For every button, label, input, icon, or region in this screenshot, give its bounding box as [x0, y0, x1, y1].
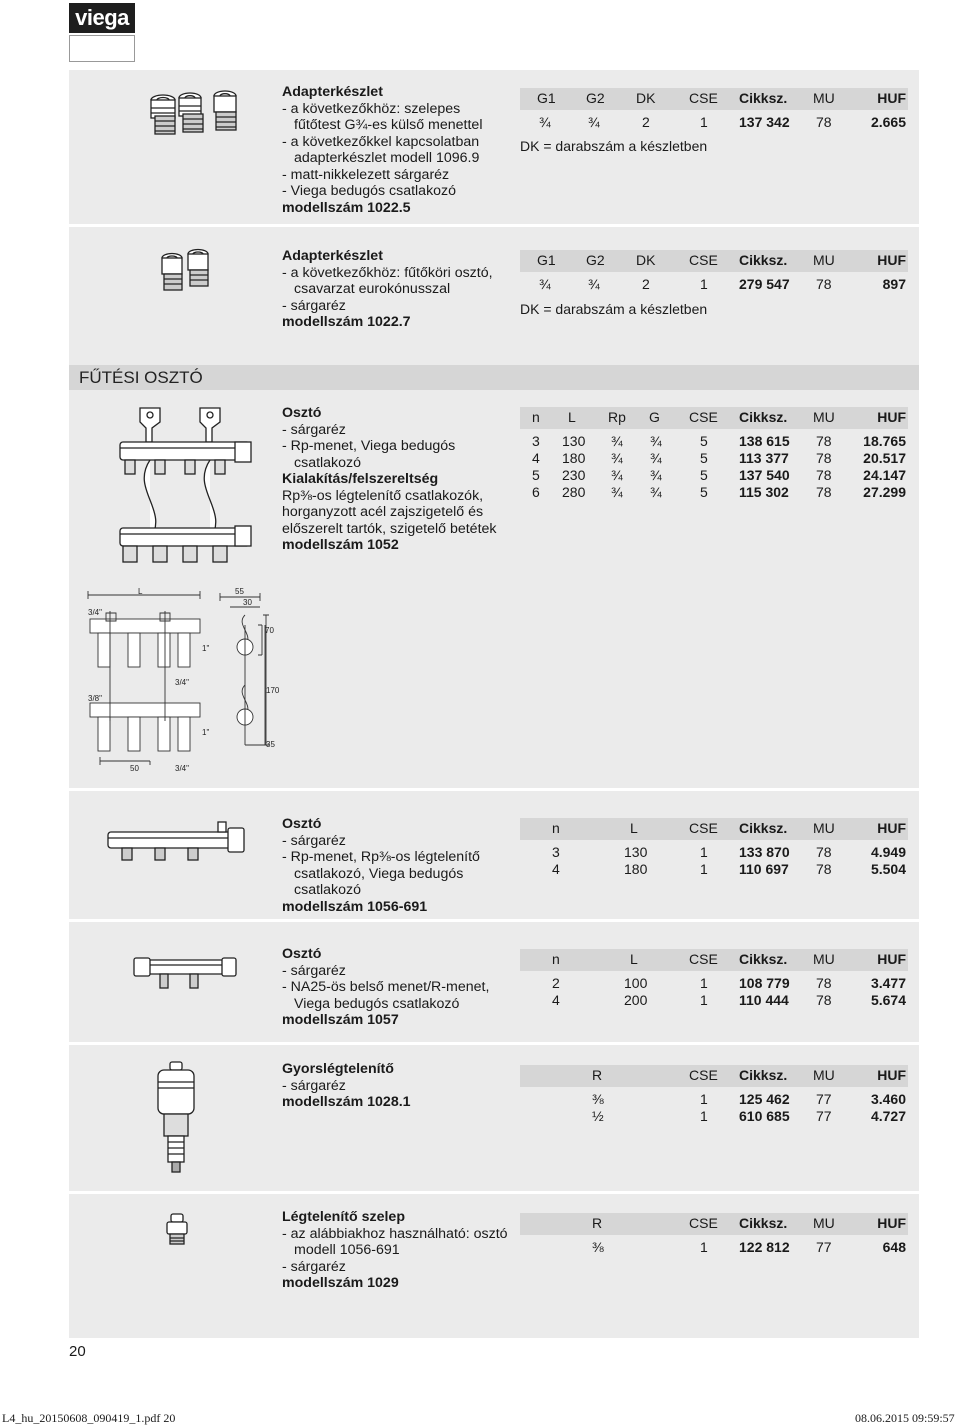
table-header [520, 250, 908, 272]
item-description [282, 1209, 508, 1292]
product-table [520, 88, 908, 131]
footer-timestamp: 08.06.2015 09:59:57 [855, 1411, 955, 1425]
table-cell: ¾ [650, 450, 662, 466]
desc-line: - matt-nikkelezett sárgaréz [282, 166, 450, 183]
table-cell: ¾ [539, 276, 551, 292]
desc-line: - sárgaréz [282, 297, 346, 314]
table-cell: ¾ [588, 114, 600, 130]
col-header: Cikksz. [739, 951, 788, 967]
col-header: CSE [689, 90, 718, 106]
col-header: G1 [537, 90, 556, 106]
manifold-image [130, 952, 240, 996]
col-header: Cikksz. [739, 1215, 788, 1231]
item-title: Adapterkészlet [282, 248, 383, 264]
table-cell: 3 [532, 433, 540, 449]
table-cell: 137 540 [739, 467, 790, 483]
table-cell: 4.727 [870, 1108, 906, 1124]
item-title: Osztó [282, 816, 322, 832]
col-header: MU [813, 951, 835, 967]
item-title: Adapterkészlet [282, 84, 383, 100]
desc-line: - NA25-ös belső menet/R-menet, [282, 979, 490, 995]
desc-line: csavarzat eurokónusszal [294, 281, 451, 297]
col-header: G2 [586, 90, 605, 106]
col-header: HUF [877, 820, 906, 836]
table-cell: ¾ [650, 467, 662, 483]
item-description [282, 1061, 411, 1111]
table-cell: ¾ [650, 484, 662, 500]
table-cell: ¾ [588, 276, 600, 292]
product-table [520, 250, 908, 293]
desc-line: - sárgaréz [282, 1077, 346, 1094]
table-cell: 130 [624, 844, 648, 860]
table-cell: ¾ [611, 433, 623, 449]
model-number: modellszám 1056-691 [282, 898, 428, 915]
product-table [520, 949, 908, 1009]
item-title: Osztó [282, 946, 322, 962]
item-description [282, 816, 480, 915]
table-row [520, 467, 908, 484]
desc-line: Viega bedugós csatlakozó [294, 995, 460, 1012]
divider [69, 919, 939, 922]
table-cell: 230 [562, 467, 586, 483]
table-cell: 5 [700, 484, 708, 500]
table-cell: 133 870 [739, 844, 790, 860]
adapter-set-image [152, 244, 222, 300]
col-header: MU [813, 409, 835, 425]
desc-subtitle: Kialakítás/felszereltség [282, 471, 439, 487]
table-cell: 1 [700, 1239, 708, 1255]
table-cell: 5 [700, 433, 708, 449]
adapter-set-image [145, 88, 250, 144]
viega-logo: viega [69, 3, 135, 33]
table-cell: 1 [700, 114, 708, 130]
divider [69, 1191, 939, 1194]
table-cell: 3 [552, 844, 560, 860]
table-header [520, 1213, 908, 1235]
table-cell: 2 [642, 276, 650, 292]
item-description [282, 84, 482, 216]
table-cell: 6 [532, 484, 540, 500]
dim-label: 3/4" [175, 678, 189, 687]
model-number: modellszám 1022.7 [282, 314, 411, 330]
col-header: HUF [877, 409, 906, 425]
product-table [520, 1213, 908, 1256]
item-title: Légtelenítő szelep [282, 1209, 405, 1225]
desc-line: - sárgaréz [282, 1258, 346, 1275]
dim-label: L [138, 587, 143, 596]
product-table [520, 818, 908, 878]
col-header: MU [813, 90, 835, 106]
table-cell: ⅜ [592, 1091, 604, 1107]
table-cell: 78 [816, 484, 832, 500]
table-cell: 113 377 [739, 450, 789, 466]
desc-line: - a következőkkel kapcsolatban [282, 133, 480, 150]
table-row [520, 1239, 908, 1256]
desc-line: - sárgaréz [282, 832, 346, 849]
table-cell: 2 [642, 114, 650, 130]
table-cell: ¾ [539, 114, 551, 130]
desc-line: csatlakozó [294, 454, 362, 471]
table-cell: 5.674 [870, 992, 906, 1008]
table-cell: 279 547 [739, 276, 790, 292]
table-cell: 897 [882, 276, 906, 292]
table-cell: ¾ [650, 433, 662, 449]
table-header [520, 949, 908, 971]
table-cell: 4 [532, 450, 540, 466]
col-header: HUF [877, 1067, 906, 1083]
table-cell: 1 [700, 1108, 708, 1124]
model-number: modellszám 1028.1 [282, 1094, 411, 1110]
table-cell: 5 [532, 467, 540, 483]
desc-line: csatlakozó [294, 882, 362, 898]
desc-line: - sárgaréz [282, 421, 346, 438]
table-header [520, 1065, 908, 1087]
table-cell: 78 [816, 276, 832, 292]
table-cell: 108 779 [739, 975, 790, 991]
item-description [282, 405, 497, 554]
table-header [520, 818, 908, 840]
table-cell: 100 [624, 975, 648, 991]
desc-line: - a következőkhöz: fűtőköri osztó, [282, 264, 493, 281]
col-header: HUF [877, 1215, 906, 1231]
table-row [520, 114, 908, 131]
table-cell: 1 [700, 844, 708, 860]
table-cell: 110 444 [739, 992, 789, 1008]
table-cell: 78 [816, 992, 832, 1008]
logo-frame [69, 35, 135, 62]
desc-line: - Viega bedugós csatlakozó [282, 183, 457, 199]
col-header: Cikksz. [739, 1067, 788, 1083]
divider [69, 1042, 939, 1045]
table-cell: 110 697 [739, 861, 789, 877]
vent-valve-image [163, 1212, 191, 1246]
col-header: CSE [689, 1067, 718, 1083]
col-header: DK [636, 90, 656, 106]
manifold-image [100, 820, 250, 868]
table-cell: ¾ [611, 450, 623, 466]
table-row [520, 1108, 908, 1125]
table-cell: 122 812 [739, 1239, 790, 1255]
desc-line: modell 1056-691 [294, 1242, 400, 1258]
footer-filename: L4_hu_20150608_090419_1.pdf 20 [2, 1411, 176, 1425]
table-cell: 125 462 [739, 1091, 790, 1107]
desc-line: csatlakozó, Viega bedugós [294, 865, 464, 882]
table-cell: 1 [700, 1091, 708, 1107]
table-cell: 78 [816, 861, 832, 877]
table-cell: 20.517 [863, 450, 906, 466]
item-title: Gyorslégtelenítő [282, 1061, 394, 1077]
table-cell: 280 [562, 484, 586, 500]
air-vent-image [150, 1058, 210, 1176]
col-header: CSE [689, 252, 718, 268]
col-header: HUF [877, 252, 906, 268]
table-row [520, 861, 908, 878]
table-cell: 78 [816, 450, 832, 466]
table-cell: ¾ [611, 467, 623, 483]
dim-label: 3/4" [175, 764, 189, 773]
table-cell: 24.147 [863, 467, 906, 483]
table-cell: 180 [562, 450, 586, 466]
table-row [520, 276, 908, 293]
table-cell: ½ [592, 1108, 604, 1124]
table-header [520, 88, 908, 110]
dim-label: 3/4" [88, 608, 102, 617]
model-number: modellszám 1029 [282, 1275, 399, 1291]
col-header: R [592, 1215, 603, 1231]
table-row [520, 484, 908, 501]
table-cell: 77 [816, 1091, 832, 1107]
table-cell: 5.504 [870, 861, 906, 877]
divider [69, 224, 939, 227]
desc-line: - sárgaréz [282, 962, 346, 979]
dim-label: 170 [266, 686, 280, 695]
table-cell: 5 [700, 450, 708, 466]
dim-label: 50 [130, 764, 139, 773]
dk-note: DK = darabszám a készletben [520, 301, 708, 317]
table-row [520, 450, 908, 467]
table-cell: 78 [816, 467, 832, 483]
col-header: Rp [608, 409, 626, 425]
model-number: modellszám 1052 [282, 537, 399, 553]
dim-label: 1" [202, 644, 210, 653]
table-cell: 1 [700, 992, 708, 1008]
col-header: DK [636, 252, 656, 268]
table-cell: 2 [552, 975, 560, 991]
desc-line: előszerelt tartók, szigetelő betétek [282, 520, 497, 537]
table-row [520, 975, 908, 992]
item-description [282, 946, 489, 1029]
desc-line: adapterkészlet modell 1096.9 [294, 150, 480, 166]
manifold-image [95, 400, 255, 572]
table-cell: 4.949 [870, 844, 906, 860]
col-header: MU [813, 820, 835, 836]
table-cell: 115 302 [739, 484, 789, 500]
col-header: MU [813, 1067, 835, 1083]
technical-drawing [80, 585, 290, 780]
table-header [520, 407, 908, 429]
dim-label: 30 [243, 598, 252, 607]
col-header: G2 [586, 252, 605, 268]
table-row [520, 433, 908, 450]
item-title: Osztó [282, 405, 322, 421]
table-cell: 138 615 [739, 433, 790, 449]
desc-line: - Rp-menet, Viega bedugós [282, 438, 456, 454]
dim-label: 3/8" [88, 694, 102, 703]
col-header: CSE [689, 951, 718, 967]
desc-line: - Rp-menet, Rp⅜-os légtelenítő [282, 849, 480, 865]
col-header: Cikksz. [739, 409, 788, 425]
col-header: CSE [689, 820, 718, 836]
table-cell: 78 [816, 844, 832, 860]
table-cell: 77 [816, 1239, 832, 1255]
table-row [520, 1091, 908, 1108]
table-cell: 137 342 [739, 114, 790, 130]
col-header: L [568, 409, 576, 425]
col-header: G1 [537, 252, 556, 268]
table-cell: 1 [700, 276, 708, 292]
col-header: R [592, 1067, 603, 1083]
product-table [520, 407, 908, 501]
col-header: Cikksz. [739, 252, 788, 268]
table-row [520, 844, 908, 861]
dim-label: 1" [202, 728, 210, 737]
table-cell: 1 [700, 975, 708, 991]
desc-line: Rp⅜-os légtelenítő csatlakozók, [282, 487, 484, 504]
table-cell: 180 [624, 861, 648, 877]
desc-line: - a következőkhöz: szelepes [282, 100, 461, 117]
dim-label: 55 [235, 587, 244, 596]
col-header: MU [813, 1215, 835, 1231]
section-header [69, 365, 919, 390]
divider [69, 788, 939, 791]
table-cell: 78 [816, 975, 832, 991]
table-cell: 27.299 [863, 484, 906, 500]
table-cell: 5 [700, 467, 708, 483]
table-cell: 130 [562, 433, 586, 449]
table-cell: ⅜ [592, 1239, 604, 1255]
table-cell: 78 [816, 114, 832, 130]
table-cell: 200 [624, 992, 648, 1008]
table-cell: 3.477 [870, 975, 906, 991]
col-header: L [630, 951, 638, 967]
table-cell: 4 [552, 861, 560, 877]
col-header: n [532, 409, 540, 425]
table-row [520, 992, 908, 1009]
dim-label: 35 [266, 740, 275, 749]
table-cell: 2.665 [870, 114, 906, 130]
dk-note: DK = darabszám a készletben [520, 138, 708, 154]
page-number: 20 [69, 1343, 86, 1360]
col-header: n [552, 951, 560, 967]
desc-line: horganyzott acél zajszigetelő és [282, 504, 484, 520]
desc-line: fűtőtest G¾-es külső menettel [294, 117, 483, 133]
table-cell: 3.460 [870, 1091, 906, 1107]
col-header: CSE [689, 1215, 718, 1231]
table-cell: ¾ [611, 484, 623, 500]
model-number: modellszám 1057 [282, 1012, 399, 1028]
table-cell: 78 [816, 433, 832, 449]
dim-label: 70 [265, 626, 274, 635]
col-header: Cikksz. [739, 90, 788, 106]
table-cell: 610 685 [739, 1108, 790, 1124]
col-header: L [630, 820, 638, 836]
col-header: HUF [877, 951, 906, 967]
product-table [520, 1065, 908, 1125]
col-header: G [649, 409, 660, 425]
col-header: MU [813, 252, 835, 268]
col-header: CSE [689, 409, 718, 425]
model-number: modellszám 1022.5 [282, 199, 411, 216]
table-cell: 77 [816, 1108, 832, 1124]
table-cell: 4 [552, 992, 560, 1008]
section-title: FŰTÉSI OSZTÓ [79, 368, 203, 387]
item-description [282, 248, 493, 331]
table-cell: 1 [700, 861, 708, 877]
col-header: Cikksz. [739, 820, 788, 836]
col-header: n [552, 820, 560, 836]
table-cell: 18.765 [863, 433, 906, 449]
col-header: HUF [877, 90, 906, 106]
desc-line: - az alábbiakhoz használható: osztó [282, 1225, 508, 1242]
table-cell: 648 [882, 1239, 906, 1255]
